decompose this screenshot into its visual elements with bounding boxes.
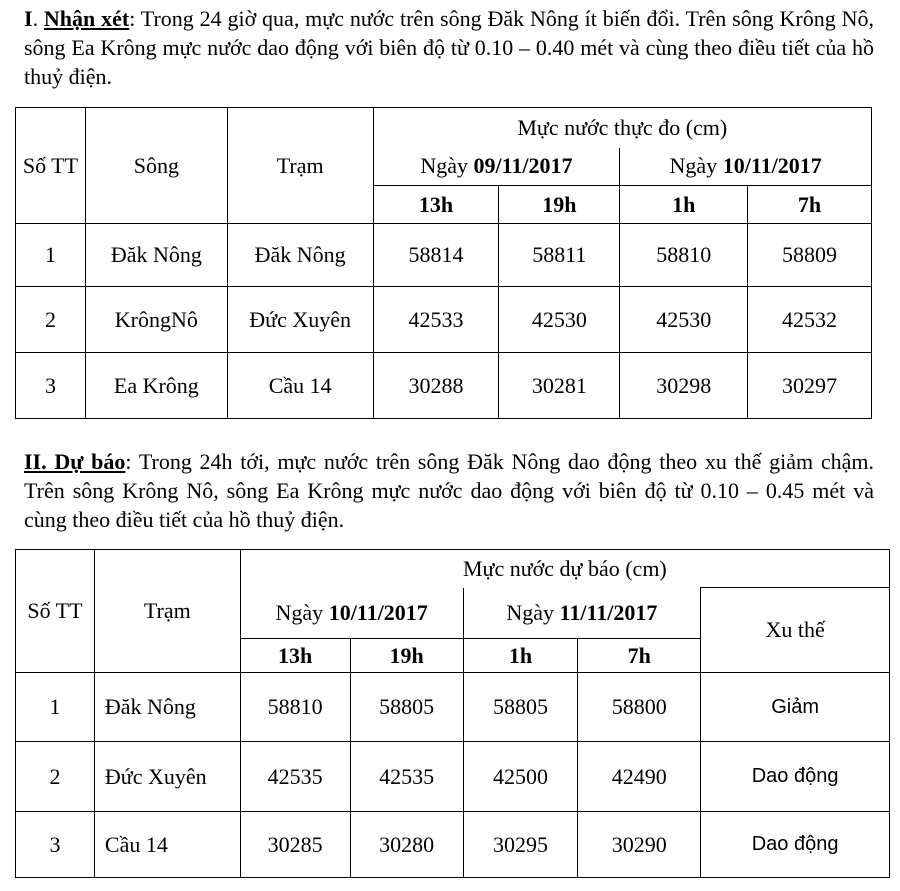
header-day2: Ngày 10/11/2017 <box>620 148 872 186</box>
header-hour: 1h <box>463 639 578 673</box>
row-value: 58810 <box>240 673 350 742</box>
row-stt: 3 <box>16 353 86 419</box>
row-value: 30280 <box>350 812 463 878</box>
row-value: 58810 <box>620 224 748 287</box>
row-value: 30290 <box>578 812 701 878</box>
row-stt: 1 <box>16 673 95 742</box>
forecast-paragraph <box>24 447 874 534</box>
row-value: 30297 <box>748 353 872 419</box>
row-trend: Dao động <box>701 812 890 878</box>
row-stt: 2 <box>16 742 95 812</box>
row-value: 58809 <box>748 224 872 287</box>
header-trend: Xu thế <box>701 588 890 673</box>
row-value: 42530 <box>620 287 748 353</box>
row-tram: Đức Xuyên <box>227 287 373 353</box>
section1-label: I <box>24 6 33 31</box>
row-value: 30298 <box>620 353 748 419</box>
row-stt: 2 <box>16 287 86 353</box>
header-tram: Trạm <box>94 550 240 673</box>
header-day1: Ngày 10/11/2017 <box>240 588 463 639</box>
row-value: 30281 <box>499 353 620 419</box>
header-hour: 13h <box>373 186 499 224</box>
table-row <box>16 673 890 742</box>
row-value: 42532 <box>748 287 872 353</box>
section2-title: II. Dự báo <box>24 449 126 474</box>
row-tram: Đăk Nông <box>94 673 240 742</box>
section2-text: : Trong 24h tới, mực nước trên sông Đăk Nông dao động theo xu thế giảm chậm. Trên sông Krông Nô, sông Ea Krông mực nước dao động với biên độ từ 0.10 – 0.45 mét và cùng theo điều tiết của hồ thuỷ điện. <box>24 449 874 532</box>
row-tram: Cầu 14 <box>227 353 373 419</box>
table-row <box>16 812 890 878</box>
header-group: Mực nước thực đo (cm) <box>373 108 871 148</box>
header-song: Sông <box>85 108 227 224</box>
row-value: 42535 <box>240 742 350 812</box>
row-value: 42490 <box>578 742 701 812</box>
observation-paragraph: I. Nhận xét: Trong 24 giờ qua, mực nước trên sông Đăk Nông ít biến đổi. Trên sông Krông Nô, sông Ea Krông mực nước dao động với biên độ từ 0.10 – 0.40 mét và cùng theo điều tiết của hồ thuỷ điện. <box>24 6 874 89</box>
header-hour: 19h <box>350 639 463 673</box>
row-value: 30285 <box>240 812 350 878</box>
row-value: 42533 <box>373 287 499 353</box>
row-song: KrôngNô <box>85 287 227 353</box>
header-hour: 7h <box>748 186 872 224</box>
forecast-water-level-table <box>15 549 890 878</box>
row-value: 58811 <box>499 224 620 287</box>
row-value: 58805 <box>350 673 463 742</box>
observed-water-level-table <box>15 107 872 419</box>
header-tram: Trạm <box>227 108 373 224</box>
row-trend: Dao động <box>701 742 890 812</box>
row-value: 30288 <box>373 353 499 419</box>
header-group: Mực nước dự báo (cm) <box>240 550 889 588</box>
header-hour: 13h <box>240 639 350 673</box>
row-value: 42500 <box>463 742 578 812</box>
table-row <box>16 287 872 353</box>
row-value: 58805 <box>463 673 578 742</box>
header-stt: Số TT <box>16 550 95 673</box>
row-value: 30295 <box>463 812 578 878</box>
table-row <box>16 353 872 419</box>
header-day2: Ngày 11/11/2017 <box>463 588 701 639</box>
row-value: 58814 <box>373 224 499 287</box>
row-stt: 1 <box>16 224 86 287</box>
table-row <box>16 742 890 812</box>
row-tram: Đức Xuyên <box>94 742 240 812</box>
header-hour: 1h <box>620 186 748 224</box>
row-value: 42530 <box>499 287 620 353</box>
row-tram: Đăk Nông <box>227 224 373 287</box>
row-value: 58800 <box>578 673 701 742</box>
row-trend: Giảm <box>701 673 890 742</box>
section1-text: : Trong 24 giờ qua, mực nước trên sông Đăk Nông ít biến đổi. Trên sông Krông Nô, sông Ea Krông mực nước dao động với biên độ từ 0.10 – 0.40 mét và cùng theo điều tiết của hồ thuỷ điện. <box>24 6 874 89</box>
section1-title: Nhận xét <box>43 6 130 31</box>
header-hour: 7h <box>578 639 701 673</box>
row-song: Ea Krông <box>85 353 227 419</box>
row-tram: Cầu 14 <box>94 812 240 878</box>
row-song: Đăk Nông <box>85 224 227 287</box>
header-stt: Số TT <box>16 108 86 224</box>
row-stt: 3 <box>16 812 95 878</box>
table-row <box>16 224 872 287</box>
row-value: 42535 <box>350 742 463 812</box>
header-hour: 19h <box>499 186 620 224</box>
header-day1: Ngày 09/11/2017 <box>373 148 620 186</box>
